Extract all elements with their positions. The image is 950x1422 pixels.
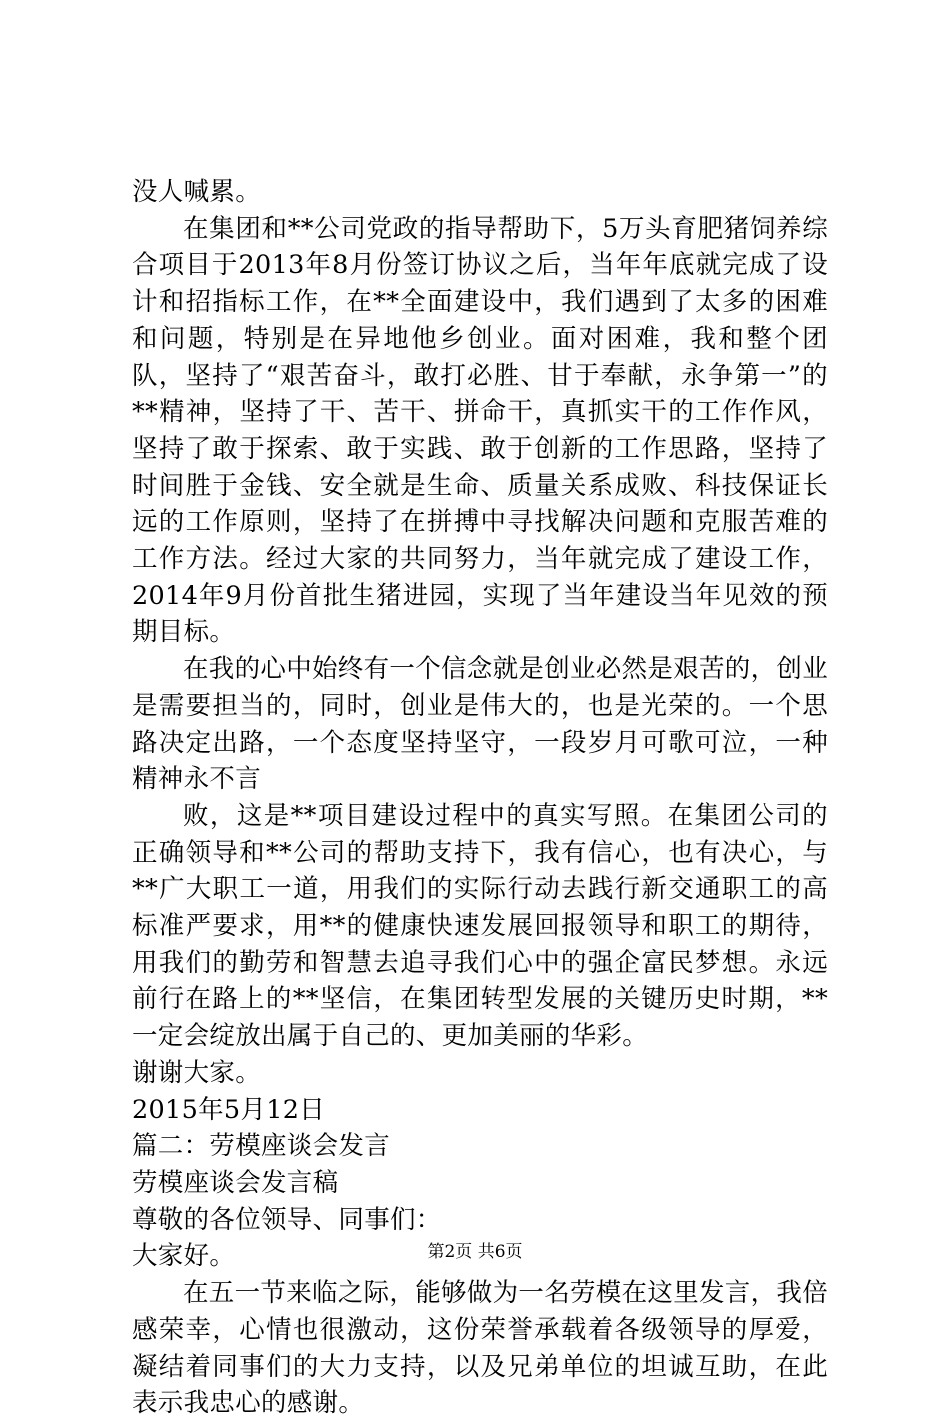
- salutation: 尊敬的各位领导、同事们：: [132, 1204, 442, 1235]
- paragraph-gratitude: 在五一节来临之际，能够做为一名劳模在这里发言，我倍感荣幸，心情也很激动，这份荣誉承载着各级领导的厚爱，凝结着同事们的大力支持，以及兄弟单位的坦诚互助，在此表示我忠心的感谢。: [132, 1278, 829, 1419]
- paragraph-continuation: 没人喊累。: [132, 177, 262, 207]
- page-number: 第2页 共6页: [427, 1242, 523, 1262]
- greeting: 大家好。: [132, 1241, 236, 1272]
- closing-thanks: 谢谢大家。: [132, 1057, 262, 1088]
- paragraph-confidence: 败，这是**项目建设过程中的真实写照。在集团公司的正确领导和**公司的帮助支持下，我有信心，也有决心，与**广大职工一道，用我们的实际行动去践行新交通职工的高标准严要求，用**的健康快速发展回报领导和职工的期待，用我们的勤劳和智慧去追寻我们心中的强企富民梦想。永远前行在路上的**坚信，在集团转型发展的关键历史时期，**一定会绽放出属于自己的、更加美丽的华彩。: [132, 800, 828, 1052]
- speech-title: 劳模座谈会发言稿: [132, 1167, 339, 1198]
- paragraph-project-history: 在集团和**公司党政的指导帮助下，5万头育肥猪饲养综合项目于2013年8月份签订协议之后，当年年底就完成了设计和招指标工作，在**全面建设中，我们遇到了太多的困难和问题，特别是在异地他乡创业。面对困难，我和整个团队，坚持了“艰苦奋斗，敢打必胜、甘于奉献，永争第一”的**精神，坚持了干、苦干、拼命干，真抓实干的工作作风，坚持了敢于探索、敢于实践、敢于创新的工作思路，坚持了时间胜于金钱、安全就是生命、质量关系成败、科技保证长远的工作原则，坚持了在拼搏中寻找解决问题和克服苦难的工作方法。经过大家的共同努力，当年就完成了建设工作，2014年9月份首批生猪进园，实现了当年建设当年见效的预期目标。: [132, 213, 828, 648]
- date-line: 2015年5月12日: [132, 1094, 326, 1125]
- section-heading: 篇二：劳模座谈会发言: [132, 1131, 391, 1162]
- paragraph-belief: 在我的心中始终有一个信念就是创业必然是艰苦的，创业是需要担当的，同时，创业是伟大的，也是光荣的。一个思路决定出路，一个态度坚持坚守，一段岁月可歌可泣，一种精神永不言: [132, 654, 829, 795]
- document-body: [132, 174, 828, 1422]
